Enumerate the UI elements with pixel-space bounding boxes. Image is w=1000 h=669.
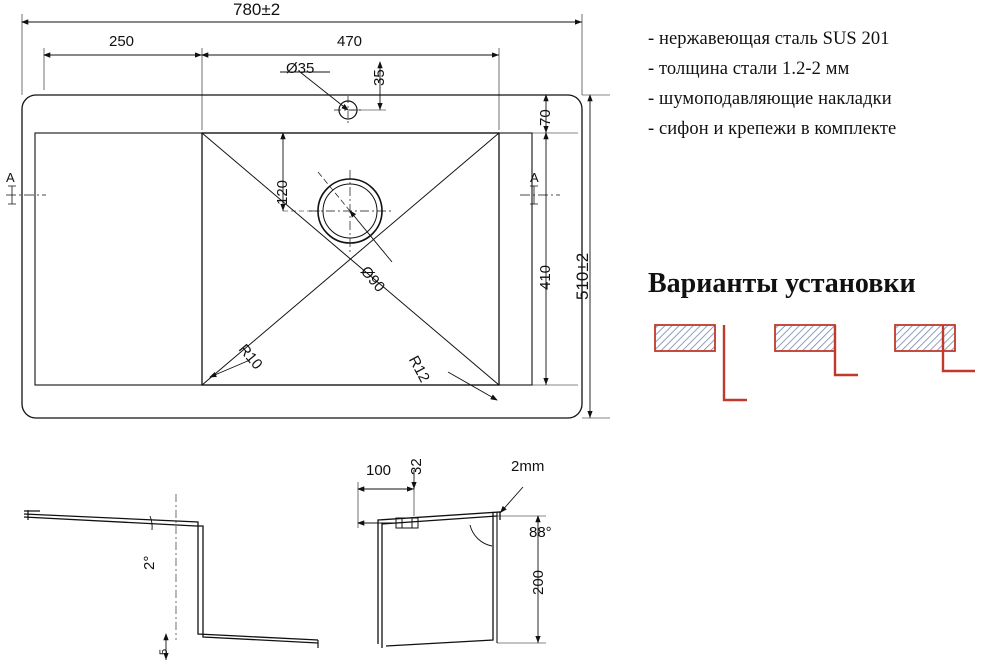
label-lip-height: 32: [408, 458, 425, 475]
angle-arc-wall: [470, 525, 492, 546]
label-drain-diameter: Ø90: [356, 263, 389, 296]
installation-variants-group: [655, 325, 975, 400]
leader-thickness: [500, 487, 523, 513]
variant-3: [895, 325, 975, 371]
spec-item-siphon: - сифон и крепежи в комплекте: [648, 119, 897, 139]
label-overall-height: 510±2: [573, 252, 592, 300]
leader-drain-aux: [318, 172, 350, 211]
label-radius-inner: R10: [234, 341, 266, 374]
label-angle-slope: 2°: [141, 555, 158, 570]
label-bowl-width: 470: [337, 33, 363, 50]
leader-radius-outer: [448, 372, 497, 400]
label-section-mark-left: A: [6, 170, 15, 185]
spec-item-thickness: - толщина стали 1.2-2 мм: [648, 59, 850, 79]
label-depth: 200: [530, 569, 547, 595]
section-view-group: [24, 470, 546, 660]
leader-hole-diameter: [300, 72, 348, 110]
variant-2: [775, 325, 858, 375]
label-left-offset: 250: [109, 33, 135, 50]
label-overall-width: 780±2: [233, 0, 281, 19]
label-bowl-height: 410: [537, 264, 554, 290]
sink-outer-body: [22, 95, 582, 418]
label-bowl-top-inset: 120: [274, 179, 291, 205]
label-section-mark-right: A: [530, 170, 539, 185]
variant-1: [655, 325, 747, 400]
section-right-profile: [378, 512, 500, 644]
section-right-profile-inner: [382, 516, 497, 648]
spec-item-pads: - шумоподавляющие накладки: [648, 89, 892, 109]
label-top-offset: 70: [537, 109, 554, 126]
label-hole-diameter: Ø35: [286, 60, 315, 77]
section-left-profile-inner: [24, 517, 318, 643]
section-arrow-right: [530, 186, 538, 204]
label-angle-wall: 88°: [529, 524, 552, 541]
sink-flange-outline: [35, 133, 532, 385]
label-thickness: 2mm: [511, 458, 545, 475]
variants-title: Варианты установки: [648, 268, 916, 299]
specifications-list: [648, 24, 998, 144]
label-radius-outer: R12: [404, 353, 433, 386]
section-right-wall: [386, 512, 493, 646]
label-bottom-edge: 5: [158, 648, 170, 655]
section-left-profile: [24, 514, 318, 640]
label-overhang: 100: [366, 462, 392, 479]
spec-item-material: - нержавеющая сталь SUS 201: [648, 29, 890, 49]
label-hole-offset: 35: [371, 69, 388, 86]
